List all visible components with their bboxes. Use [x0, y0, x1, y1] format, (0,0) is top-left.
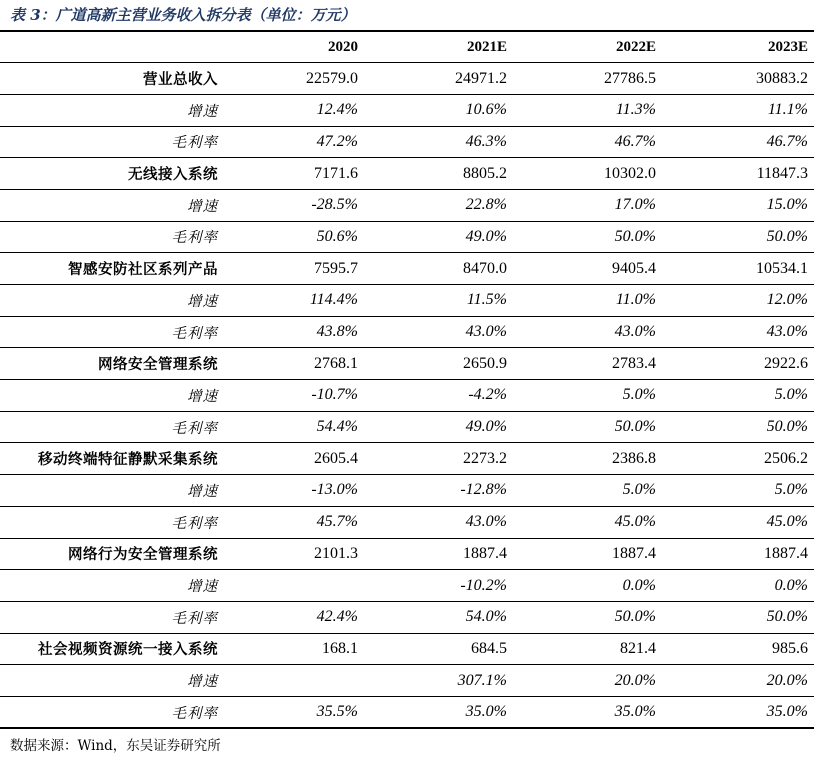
row-label: 网络行为安全管理系统 [68, 546, 218, 564]
table-cell-value: -10.7% [311, 386, 358, 404]
table-cell-value: 47.2% [316, 132, 358, 150]
table-cell-value: 24971.2 [455, 69, 507, 87]
table-cell-value: 54.0% [465, 608, 507, 626]
table-row-metric [0, 506, 814, 538]
table-row-metric [0, 126, 814, 158]
table-row-metric [0, 380, 814, 412]
table-cell-value: 11847.3 [756, 164, 808, 182]
table-cell-value: -10.2% [460, 576, 507, 594]
table-cell-value [224, 570, 364, 602]
table-cell-value: 50.0% [766, 418, 808, 436]
row-label: 增速 [187, 674, 218, 691]
row-label: 增速 [187, 293, 218, 310]
row-label: 社会视频资源统一接入系统 [38, 641, 218, 659]
table-cell-value: 15.0% [766, 196, 808, 214]
table-row-segment [0, 158, 814, 190]
revenue-breakdown-table [0, 30, 814, 729]
table-cell-value: 50.0% [766, 227, 808, 245]
table-cell-value: 50.0% [766, 608, 808, 626]
table-row-segment [0, 538, 814, 570]
row-label: 毛利率 [171, 135, 218, 152]
table-row-metric [0, 601, 814, 633]
table-cell-value: 168.1 [322, 639, 358, 657]
table-row-segment [0, 348, 814, 380]
table-cell-value: 43.8% [316, 323, 358, 341]
table-cell-value: -12.8% [460, 481, 507, 499]
table-cell-value: -28.5% [311, 196, 358, 214]
table-cell-value: 821.4 [620, 639, 656, 657]
table-cell-value: 27786.5 [604, 69, 656, 87]
header-row [0, 31, 814, 63]
row-label: 毛利率 [171, 230, 218, 247]
table-cell-value: 20.0% [614, 671, 656, 689]
table-row-metric [0, 285, 814, 317]
table-row-segment [0, 443, 814, 475]
table-cell-value: 12.4% [316, 101, 358, 119]
table-cell-value: 985.6 [772, 639, 808, 657]
table-cell-value: 8805.2 [463, 164, 507, 182]
table-row-segment [0, 253, 814, 285]
table-title: 表 3：广道高新主营业务收入拆分表（单位：万元） [10, 6, 356, 24]
table-cell-value: 1887.4 [612, 544, 656, 562]
row-label: 移动终端特征静默采集系统 [38, 451, 218, 469]
table-cell-value: 5.0% [774, 386, 808, 404]
table-row-metric [0, 316, 814, 348]
table-cell-value: 7595.7 [314, 259, 358, 277]
table-cell-value [224, 665, 364, 697]
table-cell-value: 49.0% [465, 418, 507, 436]
table-cell-value: 1887.4 [463, 544, 507, 562]
table-cell-value: 11.5% [466, 291, 507, 309]
table-cell-value: 5.0% [622, 481, 656, 499]
row-label: 增速 [187, 103, 218, 120]
table-cell-value: 1887.4 [764, 544, 808, 562]
table-cell-value: 10302.0 [604, 164, 656, 182]
table-row-segment [0, 633, 814, 665]
row-label: 无线接入系统 [128, 166, 218, 184]
table-cell-value: 50.0% [614, 418, 656, 436]
table-cell-value: 2101.3 [314, 544, 358, 562]
table-cell-value: 0.0% [774, 576, 808, 594]
table-cell-value: 12.0% [766, 291, 808, 309]
header-cell-year: 2020 [328, 38, 358, 55]
table-cell-value: 2506.2 [764, 449, 808, 467]
table-cell-value: 11.3% [615, 101, 656, 119]
table-cell-value: 42.4% [316, 608, 358, 626]
table-cell-value: 114.4% [309, 291, 358, 309]
header-cell-year: 2022E [615, 38, 656, 55]
revenue-breakdown-table-container [0, 30, 814, 729]
header-cell-year: 2023E [767, 38, 808, 55]
table-cell-value: 2922.6 [764, 354, 808, 372]
table-cell-value: 45.7% [316, 513, 358, 531]
table-row-metric [0, 665, 814, 697]
table-cell-value: 43.0% [766, 323, 808, 341]
table-cell-value: 45.0% [614, 513, 656, 531]
table-cell-value: 35.5% [316, 703, 358, 721]
row-label: 增速 [187, 579, 218, 596]
source-note: 数据来源：Wind，东吴证券研究所 [10, 738, 221, 754]
table-cell-value: 50.6% [316, 227, 358, 245]
row-label: 增速 [187, 483, 218, 500]
table-cell-value: 35.0% [614, 703, 656, 721]
row-label: 毛利率 [171, 610, 218, 627]
table-cell-value: 49.0% [465, 227, 507, 245]
table-cell-value: 35.0% [465, 703, 507, 721]
table-cell-value: 46.7% [766, 132, 808, 150]
row-label: 营业总收入 [143, 71, 218, 89]
table-row-metric [0, 189, 814, 221]
table-cell-value: -4.2% [468, 386, 507, 404]
table-cell-value: 5.0% [622, 386, 656, 404]
table-cell-value: 7171.6 [314, 164, 358, 182]
header-cell-label [0, 31, 224, 63]
table-cell-value: 684.5 [471, 639, 507, 657]
table-cell-value: 2605.4 [314, 449, 358, 467]
table-cell-value: 8470.0 [463, 259, 507, 277]
table-cell-value: 54.4% [316, 418, 358, 436]
table-body [0, 63, 814, 728]
table-cell-value: 2650.9 [463, 354, 507, 372]
row-label: 毛利率 [171, 705, 218, 722]
table-row-metric [0, 411, 814, 443]
table-cell-value: 10.6% [465, 101, 507, 119]
table-cell-value: 10534.1 [756, 259, 808, 277]
table-cell-value: 43.0% [465, 323, 507, 341]
table-cell-value: 45.0% [766, 513, 808, 531]
row-label: 增速 [187, 198, 218, 215]
table-cell-value: 46.3% [465, 132, 507, 150]
table-row-metric [0, 696, 814, 728]
table-cell-value: 22579.0 [306, 69, 358, 87]
row-label: 智感安防社区系列产品 [68, 261, 218, 279]
table-row-metric [0, 570, 814, 602]
table-cell-value: 2783.4 [612, 354, 656, 372]
row-label: 毛利率 [171, 420, 218, 437]
table-cell-value: 2768.1 [314, 354, 358, 372]
table-cell-value: 30883.2 [756, 69, 808, 87]
row-label: 网络安全管理系统 [98, 356, 218, 374]
table-cell-value: 43.0% [614, 323, 656, 341]
table-cell-value: 11.1% [767, 101, 808, 119]
table-cell-value: 50.0% [614, 227, 656, 245]
table-cell-value: 9405.4 [612, 259, 656, 277]
row-label: 毛利率 [171, 515, 218, 532]
table-cell-value: 11.0% [615, 291, 656, 309]
table-cell-value: 50.0% [614, 608, 656, 626]
table-cell-value: 307.1% [457, 671, 507, 689]
table-cell-value: 0.0% [622, 576, 656, 594]
table-cell-value: 43.0% [465, 513, 507, 531]
table-row-metric [0, 94, 814, 126]
table-cell-value: 2386.8 [612, 449, 656, 467]
table-cell-value: 22.8% [465, 196, 507, 214]
row-label: 毛利率 [171, 325, 218, 342]
table-cell-value: 17.0% [614, 196, 656, 214]
row-label: 增速 [187, 388, 218, 405]
table-row-metric [0, 475, 814, 507]
table-cell-value: 2273.2 [463, 449, 507, 467]
table-row-segment [0, 63, 814, 95]
table-cell-value: 5.0% [774, 481, 808, 499]
table-cell-value: 35.0% [766, 703, 808, 721]
table-cell-value: -13.0% [311, 481, 358, 499]
table-cell-value: 46.7% [614, 132, 656, 150]
header-cell-year: 2021E [466, 38, 507, 55]
table-cell-value: 20.0% [766, 671, 808, 689]
table-row-metric [0, 221, 814, 253]
